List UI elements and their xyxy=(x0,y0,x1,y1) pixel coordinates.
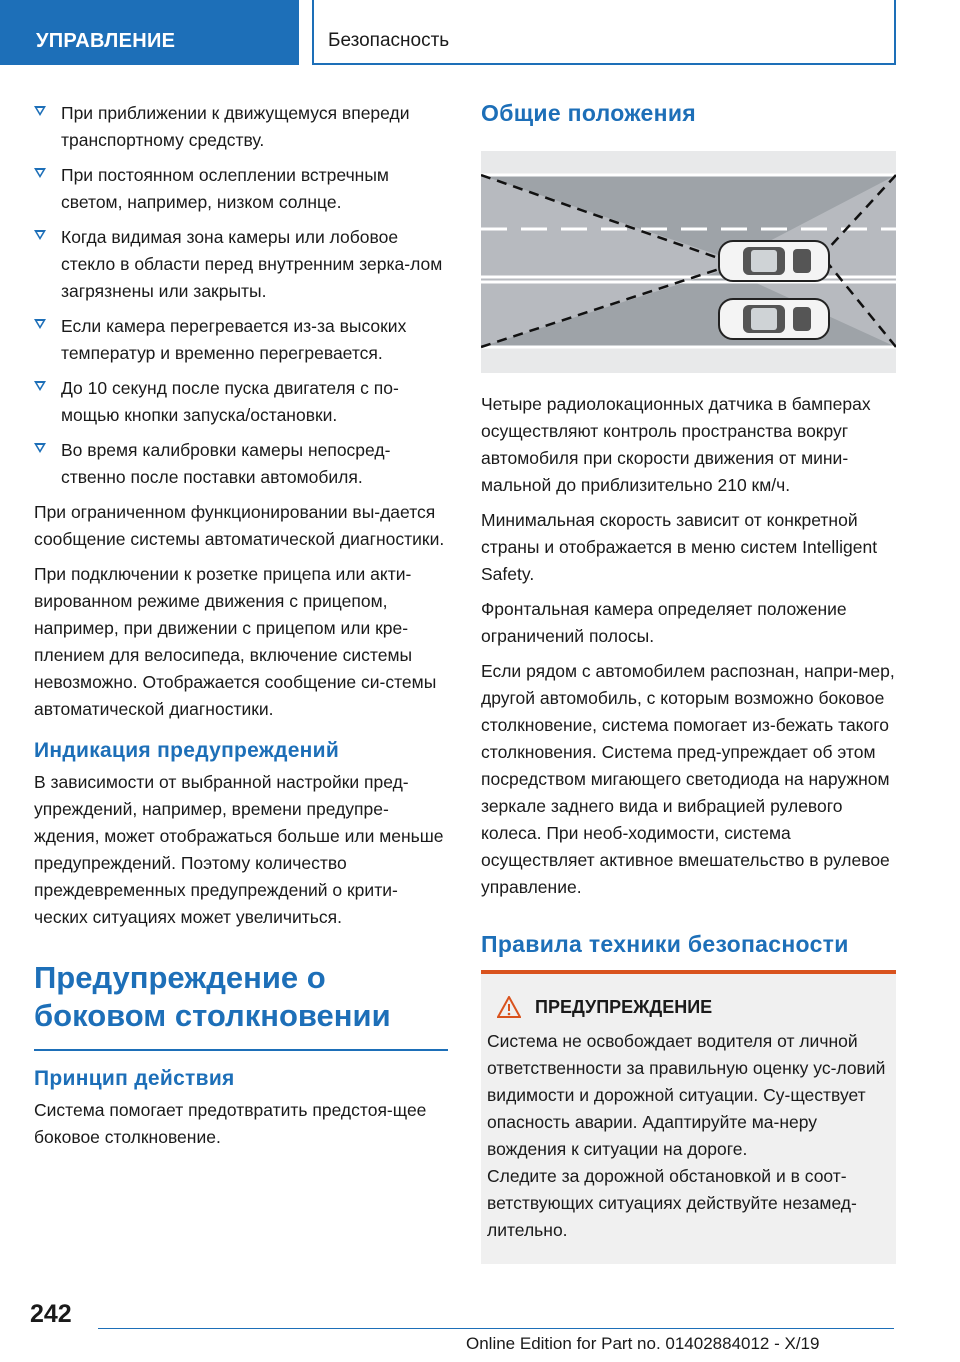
chapter-header xyxy=(312,0,896,65)
triangle-bullet-icon xyxy=(34,230,46,240)
paragraph: При ограниченном функционировании вы-дается сообщение системы автоматической диагностики. xyxy=(34,502,445,549)
bullet-text: До 10 секунд после пуска двигателя с по-мощью кнопки запуска/остановки. xyxy=(61,378,399,425)
car-icon xyxy=(719,299,829,339)
warning-text: Система не освобождает водителя от личной ответственности за правильную оценку ус-ловий видимости и дорожной ситуации. Су-ществует опасность аварии. Адаптируйте ма-неру вождения к ситуации на дороге. xyxy=(487,1031,886,1159)
bullet-item xyxy=(34,437,448,491)
chapter-title: Безопасность xyxy=(328,30,450,51)
triangle-bullet-icon xyxy=(34,106,46,116)
heading-safety: Правила техники безопасности xyxy=(481,931,849,957)
main-heading: Предупреждение о боковом столкновении xyxy=(34,959,448,1051)
paragraph: Фронтальная камера определяет положение ограничений полосы. xyxy=(481,599,847,646)
bullet-text: При приближении к движущемуся впереди транспортному средству. xyxy=(61,103,410,150)
bullet-item xyxy=(34,313,448,367)
paragraph: Четыре радиолокационных датчика в бамперах осуществляют контроль пространства вокруг автомобиля при скорости движения от мини-мальной до приблизительно 210 км/ч. xyxy=(481,394,871,495)
heading-general: Общие положения xyxy=(481,100,696,126)
left-column xyxy=(34,100,448,1159)
bullet-item xyxy=(34,162,448,216)
subheading-indication: Индикация предупреждений xyxy=(34,739,340,762)
warning-triangle-icon xyxy=(497,996,521,1018)
right-column xyxy=(481,100,896,1264)
page-number: 242 xyxy=(30,1300,72,1328)
bullet-item xyxy=(34,224,448,305)
subheading-principle: Принцип действия xyxy=(34,1067,235,1090)
footer-edition: Online Edition for Part no. 01402884012 - X/19 xyxy=(466,1334,820,1353)
triangle-bullet-icon xyxy=(34,443,46,453)
warning-title-row xyxy=(487,996,886,1018)
paragraph: При подключении к розетке прицепа или акти-вированном режиме движения с прицепом, например, при движении с прицепом или кре-плением для велосипеда, включение системы невозможно. Отображается сообщение си-стемы автоматической диагностики. xyxy=(34,564,437,719)
warning-text: Следите за дорожной обстановкой и в соот-ветствующих ситуациях действуйте незамед-лительно. xyxy=(487,1166,857,1240)
paragraph: Минимальная скорость зависит от конкретной страны и отображается в меню систем Intelligent Safety. xyxy=(481,510,878,584)
paragraph: В зависимости от выбранной настройки пред-упреждений, например, времени предупре-ждения, может отображаться больше или меньше предупреждений. Поэтому количество преждевременных предупреждений о крити-ческих ситуациях может увеличиться. xyxy=(34,772,444,927)
bullet-text: Если камера перегревается из-за высоких температур и временно перегревается. xyxy=(61,316,407,363)
triangle-bullet-icon xyxy=(34,319,46,329)
bullet-item xyxy=(34,375,448,429)
warning-box xyxy=(481,974,896,1264)
section-title: УПРАВЛЕНИЕ xyxy=(36,30,176,52)
triangle-bullet-icon xyxy=(34,381,46,391)
bullet-text: Во время калибровки камеры непосред-ственно после поставки автомобиля. xyxy=(61,440,391,487)
bullet-item xyxy=(34,100,448,154)
section-tab xyxy=(0,0,299,65)
footer-rule xyxy=(98,1328,894,1329)
warning-title: ПРЕДУПРЕЖДЕНИЕ xyxy=(535,996,713,1017)
car-icon xyxy=(719,241,829,281)
bullet-text: При постоянном ослеплении встречным светом, например, низком солнце. xyxy=(61,165,389,212)
paragraph: Система помогает предотвратить предстоя-щее боковое столкновение. xyxy=(34,1100,427,1147)
bullet-text: Когда видимая зона камеры или лобовое стекло в области перед внутренним зерка-лом загрязнены или закрыты. xyxy=(61,227,443,301)
triangle-bullet-icon xyxy=(34,168,46,178)
radar-illustration xyxy=(481,151,896,373)
paragraph: Если рядом с автомобилем распознан, напри-мер, другой автомобиль, с которым возможно боковое столкновение, система помогает из-бежать такого столкновения. Система пред-упреждает об этом посредством мигающего светодиода на наружном зеркале заднего вида и вибрацией рулевого колеса. При необ-ходимости, система осуществляет активное вмешательство в рулевое управление. xyxy=(481,661,895,897)
radar-illustration-svg xyxy=(481,151,896,373)
